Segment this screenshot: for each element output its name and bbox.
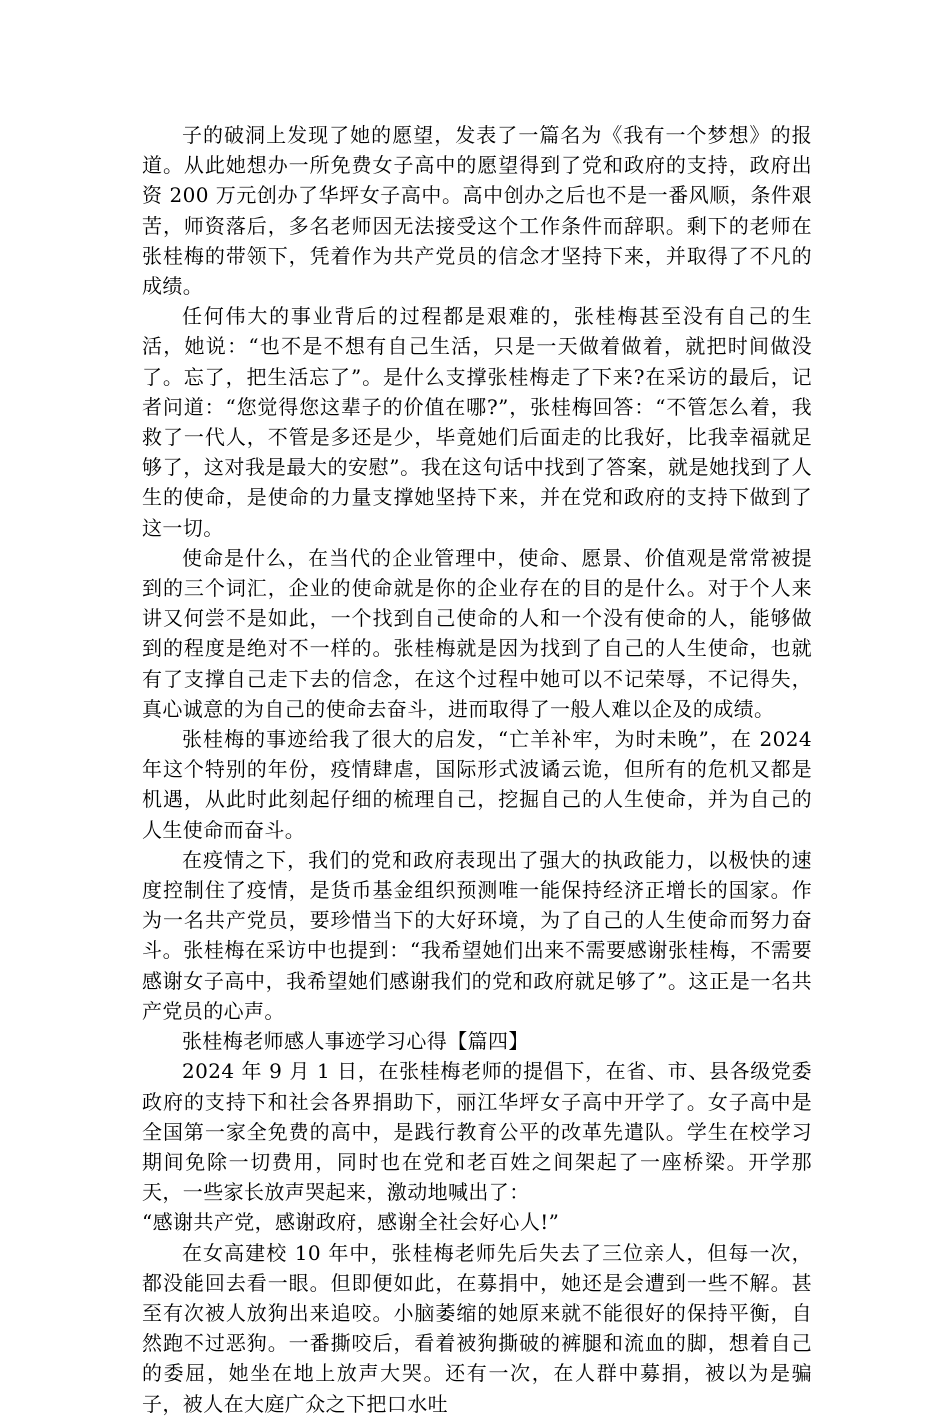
paragraph-6-quote: “感谢共产党，感谢政府，感谢全社会好心人!” — [142, 1210, 560, 1235]
paragraph-7: 在女高建校 10 年中，张桂梅老师先后失去了三位亲人，但每一次，都没能回去看一眼。但即便如此，在募捐中，她还是会遭到一些不解。甚至有次被人放狗出来追咬。小脑萎缩的她原来就不能很好的保持平衡，自然跑不过恶狗。一番撕咬后，看着被狗撕破的裤腿和流血的脚，想着自己的委屈，她坐在地上放声大哭。还有一次，在人群中募捐，被以为是骗子，被人在大庭广众之下把口水吐 — [142, 1240, 812, 1416]
document-page — [142, 120, 812, 1419]
paragraph-3: 使命是什么，在当代的企业管理中，使命、愿景、价值观是常常被提到的三个词汇，企业的使命就是你的企业存在的目的是什么。对于个人来讲又何尝不是如此，一个找到自己使命的人和一个没有使命的人，能够做到的程度是绝对不一样的。张桂梅就是因为找到了自己的人生使命，也就有了支撑自己走下去的信念，在这个过程中她可以不记荣辱，不记得失，真心诚意的为自己的使命去奋斗，进而取得了一般人难以企及的成绩。 — [142, 545, 812, 721]
paragraph-5: 在疫情之下，我们的党和政府表现出了强大的执政能力，以极快的速度控制住了疫情，是货币基金组织预测唯一能保持经济正增长的国家。作为一名共产党员，要珍惜当下的大好环境，为了自己的人生使命而努力奋斗。张桂梅在采访中也提到：“我希望她们出来不需要感谢张桂梅，不需要感谢女子高中，我希望她们感谢我们的党和政府就足够了”。这正是一名共产党员的心声。 — [142, 847, 812, 1023]
paragraph-6: 2024 年 9 月 1 日，在张桂梅老师的提倡下，在省、市、县各级党委政府的支持下和社会各界捐助下，丽江华坪女子高中开学了。女子高中是全国第一家全免费的高中，是践行教育公平的改革先遣队。学生在校学习期间免除一切费用，同时也在党和老百姓之间架起了一座桥梁。开学那天，一些家长放声哭起来，激动地喊出了： — [142, 1059, 812, 1205]
paragraph-1: 子的破洞上发现了她的愿望，发表了一篇名为《我有一个梦想》的报道。从此她想办一所免费女子高中的愿望得到了党和政府的支持，政府出资 200 万元创办了华坪女子高中。高中创办之后也不是一番风顺，条件艰苦，师资落后，多名老师因无法接受这个工作条件而辞职。剩下的老师在张桂梅的带领下，凭着作为共产党员的信念才坚持下来，并取得了不凡的成绩。 — [142, 123, 812, 299]
paragraph-2: 任何伟大的事业背后的过程都是艰难的，张桂梅甚至没有自己的生活，她说：“也不是不想有自己生活，只是一天做着做着，就把时间做没了。忘了，把生活忘了”。是什么支撑张桂梅走了下来?在采访的最后，记者问道：“您觉得您这辈子的价值在哪?”，张桂梅回答：“不管怎么着，我救了一代人，不管是多还是少，毕竟她们后面走的比我好，比我幸福就足够了，这对我是最大的安慰”。我在这句话中找到了答案，就是她找到了人生的使命，是使命的力量支撑她坚持下来，并在党和政府的支持下做到了这一切。 — [142, 304, 812, 540]
paragraph-4: 张桂梅的事迹给我了很大的启发，“亡羊补牢，为时未晚”，在 2024 年这个特别的年份，疫情肆虐，国际形式波谲云诡，但所有的危机又都是机遇，从此时此刻起仔细的梳理自己，挖掘自己的人生使命，并为自己的人生使命而奋斗。 — [142, 727, 812, 842]
section-heading: 张桂梅老师感人事迹学习心得【篇四】 — [182, 1029, 529, 1054]
